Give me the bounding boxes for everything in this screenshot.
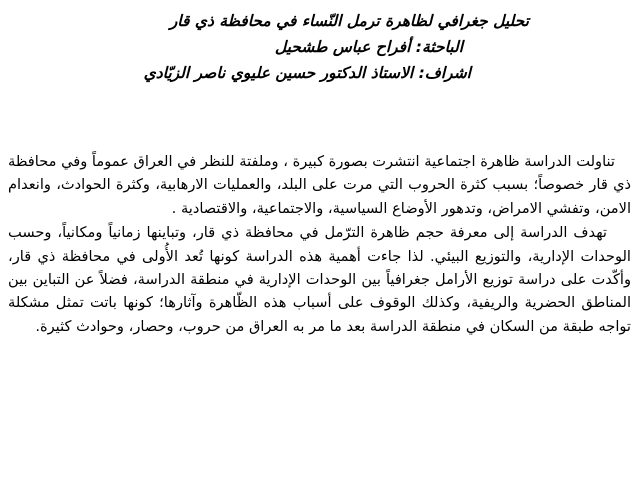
paper-title: تحليل جغرافي لظاهرة ترمل النّساء في محافظة ذي قار (169, 12, 529, 30)
author-line: الباحثة: أفراح عباس طشحيل (274, 38, 463, 56)
abstract-body (8, 150, 631, 338)
body-paragraph-1: تناولت الدراسة ظاهرة اجتماعية انتشرت بصورة كبيرة ، وملفتة للنظر في العراق عموماً وفي محافظة ذي قار خصوصاً؛ بسبب كثرة الحروب التي مرت على البلد، والعمليات الارهابية، وكثرة الحوادث، وانعدام الامن، وتفشي الامراض، وتدهور الأوضاع السياسية، والاجتماعية، والاقتصادية . (8, 153, 631, 217)
supervisor-line: اشراف: الاستاذ الدكتور حسين عليوي ناصر الزيّادي (143, 64, 471, 82)
paper-header (69, 8, 529, 86)
body-paragraph-2: تهدف الدراسة إلى معرفة حجم ظاهرة الترّمل في محافظة ذي قار، وتباينها زمانياً ومكانياً، وحسب الوحدات الإدارية، والتوزيع البيئي. لذا جاءت أهمية هذه الدراسة كونها تُعد الأُولى في محافظة ذي قار، وأكّدت على دراسة توزيع الأرامل جغرافياً بين الوحدات الإدارية في منطقة الدراسة، فضلاً عن التباين بين المناطق الحضرية والريفية، وكذلك الوقوف على أسباب هذه الظّاهرة وآثارها؛ كونها باتت تمثل مشكلة تواجه طبقة من السكان في منطقة الدراسة بعد ما مر به العراق من حروب، وحصار، وحوادث كثيرة. (8, 224, 631, 335)
